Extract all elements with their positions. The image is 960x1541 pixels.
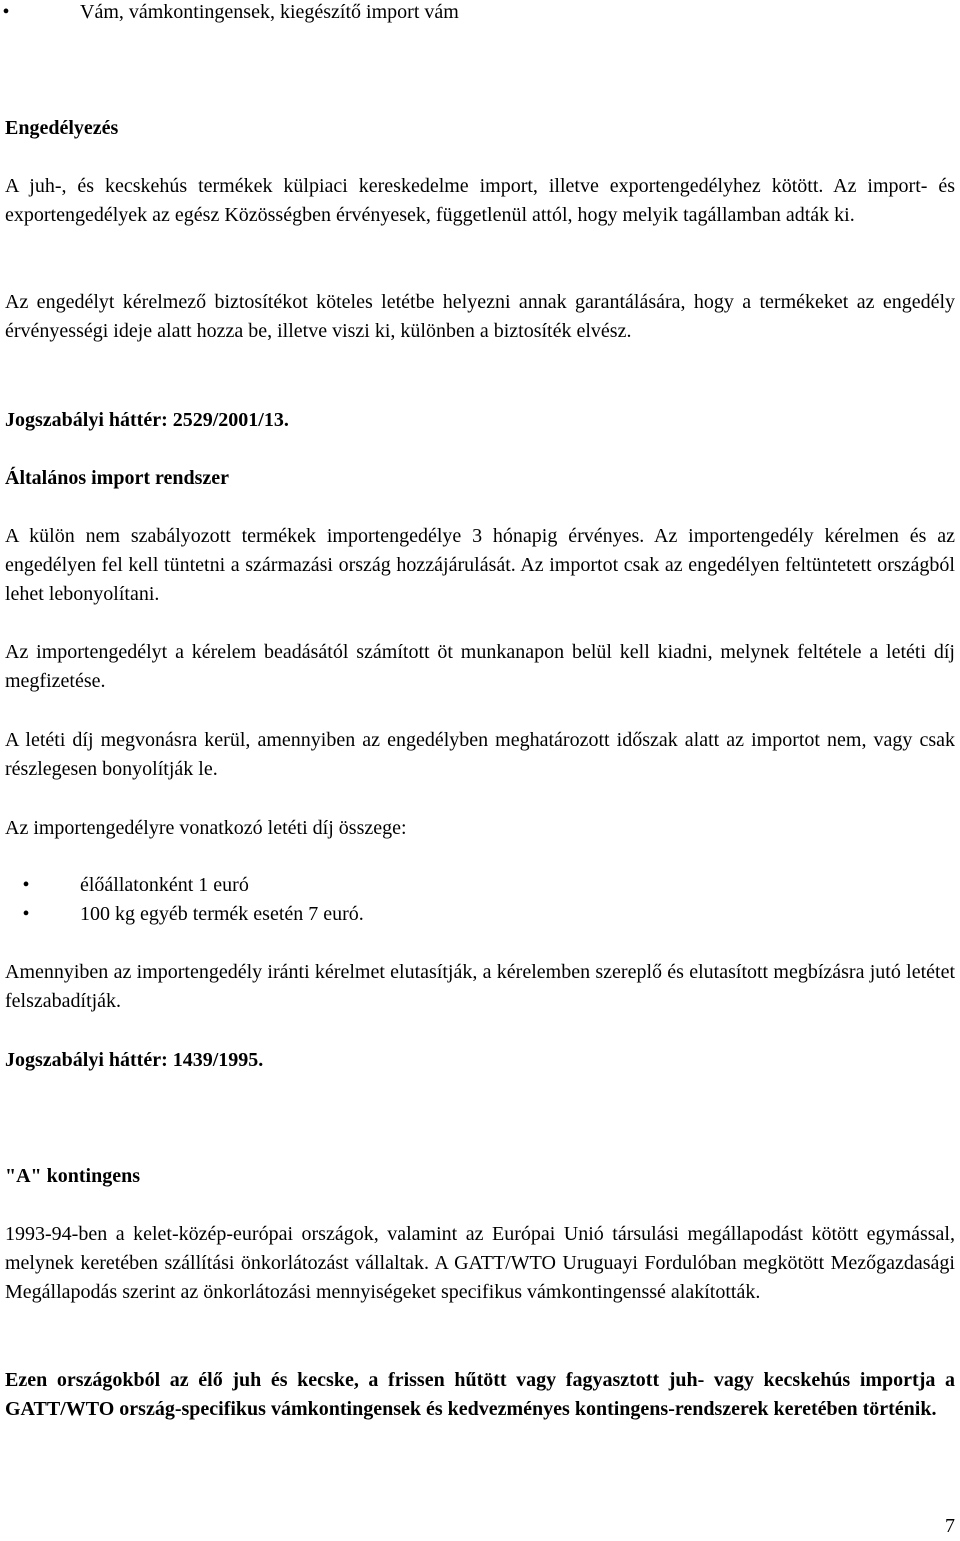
top-bullet-item <box>0 0 960 27</box>
legal-background-2: Jogszabályi háttér: 1439/1995. <box>5 1049 264 1071</box>
list-item-text: élőállatonként 1 euró <box>80 874 249 896</box>
bullet-icon: • <box>22 903 30 925</box>
paragraph-import-3: A letéti díj megvonásra kerül, amennyiben az engedélyben meghatározott időszak alatt az importot nem, vagy csak részlegesen bonyolítják le. <box>5 729 955 780</box>
list-item <box>0 871 960 900</box>
list-item <box>0 900 960 929</box>
paragraph-licensing-1: A juh-, és kecskehús termékek külpiaci kereskedelme import, illetve exportengedélyhez kötött. Az import- és exportengedélyek az egész Közösségben érvényesek, függetlenül attól, hogy melyik tagállamban adták ki. <box>5 175 955 226</box>
paragraph-import-5: Amennyiben az importengedély iránti kérelmet elutasítják, a kérelemben szereplő és elutasított megbízásra jutó letétet felszabadítják. <box>5 961 955 1012</box>
top-bullet-text: Vám, vámkontingensek, kiegészítő import vám <box>80 1 459 23</box>
list-item-text: 100 kg egyéb termék esetén 7 euró. <box>80 903 364 925</box>
paragraph-import-4: Az importengedélyre vonatkozó letéti díj összege: <box>5 817 407 839</box>
heading-a-kontingens: "A" kontingens <box>5 1165 141 1187</box>
heading-engedelyezes: Engedélyezés <box>5 117 119 139</box>
paragraph-import-1: A külön nem szabályozott termékek importengedélye 3 hónapig érvényes. Az importengedély kérelmen és az engedélyen fel kell tüntetni a származási ország hozzájárulását. Az importot csak az engedélyen feltüntetett országból lehet lebonyolítani. <box>5 525 955 605</box>
paragraph-quota-1: 1993-94-ben a kelet-közép-európai országok, valamint az Európai Unió társulási megállapodást kötött egymással, melynek keretében szállítási önkorlátozást vállaltak. A GATT/WTO Uruguayi Fordulóban megkötött Mezőgazdasági Megállapodás szerint az önkorlátozási mennyiségeket specifikus vámkontingenssé alakították. <box>5 1223 955 1303</box>
paragraph-import-2: Az importengedélyt a kérelem beadásától számított öt munkanapon belül kell kiadni, melynek feltétele a letéti díj megfizetése. <box>5 641 955 692</box>
page-number: 7 <box>945 1515 955 1537</box>
bullet-icon: • <box>22 874 30 896</box>
heading-altalanos-import: Általános import rendszer <box>5 467 230 489</box>
bullet-icon: • <box>2 1 10 23</box>
paragraph-licensing-2: Az engedélyt kérelmező biztosítékot köteles letétbe helyezni annak garantálására, hogy a termékeket az engedély érvényességi ideje alatt hozza be, illetve viszi ki, különben a biztosíték elvész. <box>5 291 955 342</box>
legal-background-1: Jogszabályi háttér: 2529/2001/13. <box>5 409 289 431</box>
paragraph-quota-2: Ezen országokból az élő juh és kecske, a frissen hűtött vagy fagyasztott juh- vagy kecskehús importja a GATT/WTO ország-specifikus vámkontingensek és kedvezményes kontingens-rendszerek keretében történik. <box>5 1369 955 1420</box>
